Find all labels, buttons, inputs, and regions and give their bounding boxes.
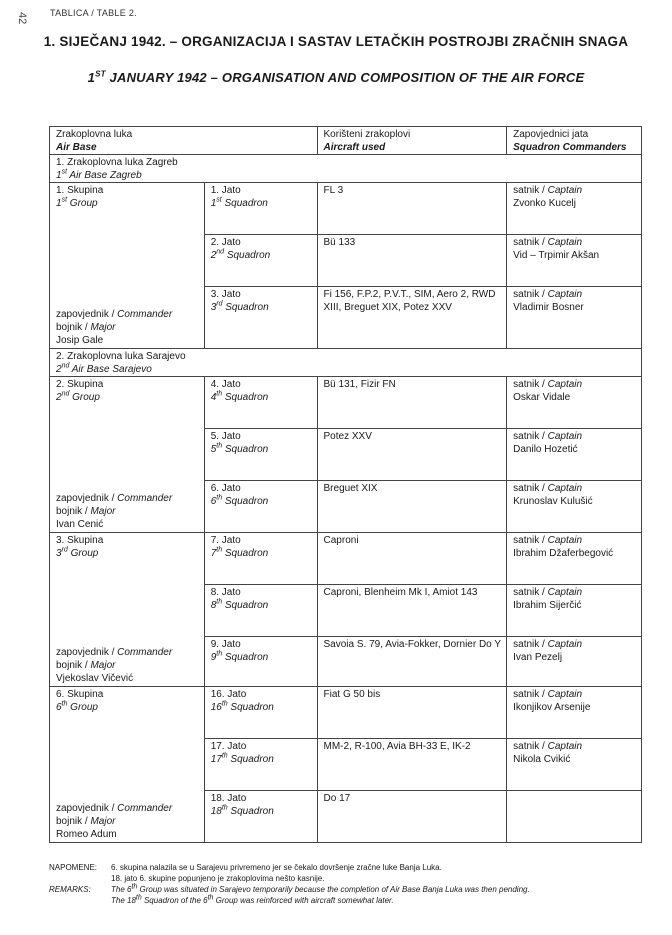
squadron-commander-cell: satnik / Captain Vladimir Bosner [507,287,642,349]
squadron-name-en: 6th Squadron [210,494,269,507]
squadron-name-hr: 6. Jato [210,483,241,494]
group-commander-name: Romeo Adum [56,829,117,840]
header-air-base: Zrakoplovna luka Air Base [50,127,318,155]
note-hr-1: 6. skupina nalazila se u Sarajevu privremeno jer se čekalo dovršenje zračne luke Banja Luka. [111,863,442,872]
squadron-commander-cell: satnik / Captain Ikonjikov Arsenije [507,687,642,739]
air-base-cell [50,155,642,183]
group-name-hr: 6. Skupina [56,689,104,700]
squadron-cell [204,287,317,349]
group-commander: zapovjednik / Commander bojnik / Major Josip Gale [56,309,173,346]
squadron-row [50,533,642,585]
aircraft-cell: Savoia S. 79, Avia-Fokker, Dornier Do Y [317,637,507,687]
group-cell [50,183,205,349]
squadron-commander-name: Oskar Vidale [513,392,571,403]
squadron-cell [204,235,317,287]
squadron-commander-name: Ibrahim Džaferbegović [513,548,614,559]
squadron-name-en: 5th Squadron [210,442,269,455]
squadron-commander-cell: satnik / Captain Nikola Cvikić [507,739,642,791]
organisation-table [49,126,642,843]
title-english: 1ST JANUARY 1942 – ORGANISATION AND COMPOSITION OF THE AIR FORCE [87,69,585,85]
group-commander-name: Ivan Cenić [56,519,104,530]
aircraft-cell: FL 3 [317,183,507,235]
squadron-name-en: 1st Squadron [210,196,268,209]
header-commanders: Zapovjednici jata Squadron Commanders [507,127,642,155]
squadron-commander-name: Krunoslav Kulušić [513,496,593,507]
air-base-row [50,349,642,377]
squadron-commander-cell: satnik / Captain Oskar Vidale [507,377,642,429]
squadron-name-en: 7th Squadron [210,546,269,559]
notes [49,862,649,906]
aircraft-cell: Bü 133 [317,235,507,287]
squadron-commander-cell [507,791,642,843]
aircraft-cell: Caproni [317,533,507,585]
squadron-commander-name: Ikonjikov Arsenije [513,702,591,713]
group-commander-name: Vjekoslav Vičević [56,673,134,684]
squadron-cell [204,585,317,637]
group-name-en: 2nd Group [56,390,100,403]
group-cell [50,533,205,687]
group-name-hr: 2. Skupina [56,379,104,390]
squadron-cell [204,687,317,739]
squadron-commander-name: Vid – Trpimir Akšan [513,250,600,261]
squadron-name-en: 2nd Squadron [210,248,271,261]
squadron-name-en: 16th Squadron [210,700,274,713]
squadron-name-en: 8th Squadron [210,598,269,611]
group-cell [50,687,205,843]
squadron-commander-name: Danilo Hozetić [513,444,578,455]
squadron-cell [204,739,317,791]
squadron-commander-cell: satnik / Captain Ibrahim Džaferbegović [507,533,642,585]
air-base-name-hr: 1. Zrakoplovna luka Zagreb [56,157,178,168]
squadron-commander-cell: satnik / Captain Danilo Hozetić [507,429,642,481]
aircraft-cell: Bü 131, Fizir FN [317,377,507,429]
group-name-en: 1st Group [56,196,98,209]
squadron-cell [204,183,317,235]
page-number: 42 [16,12,28,25]
squadron-row [50,687,642,739]
aircraft-cell: Breguet XIX [317,481,507,533]
air-base-name-en: 2nd Air Base Sarajevo [56,362,152,375]
squadron-name-hr: 18. Jato [210,793,247,804]
squadron-commander-cell: satnik / Captain Ibrahim Sijerčić [507,585,642,637]
group-name-hr: 1. Skupina [56,185,104,196]
squadron-commander-name: Vladimir Bosner [513,302,584,313]
squadron-commander-name: Ibrahim Sijerčić [513,600,582,611]
air-base-name-hr: 2. Zrakoplovna luka Sarajevo [56,351,186,362]
squadron-cell [204,481,317,533]
aircraft-cell: Do 17 [317,791,507,843]
squadron-cell [204,377,317,429]
group-name-hr: 3. Skupina [56,535,104,546]
squadron-row [50,183,642,235]
squadron-commander-cell: satnik / Captain Vid – Trpimir Akšan [507,235,642,287]
group-cell [50,377,205,533]
squadron-name-hr: 8. Jato [210,587,241,598]
squadron-name-hr: 2. Jato [210,237,241,248]
group-commander: zapovjednik / Commander bojnik / Major Romeo Adum [56,803,173,840]
note-en-1: The 6th Group was situated in Sarajevo temporarily because the completion of Air Base Banja Luka was then pending. [111,883,530,894]
squadron-name-hr: 16. Jato [210,689,247,700]
table-label: TABLICA / TABLE 2. [50,8,137,18]
table-header-row [50,127,642,155]
notes-label-en: REMARKS: [49,885,91,894]
squadron-name-hr: 3. Jato [210,289,241,300]
squadron-commander-cell: satnik / Captain Ivan Pezelj [507,637,642,687]
aircraft-cell: Potez XXV [317,429,507,481]
note-hr-2: 18. jato 6. skupine popunjeno je zrakoplovima nešto kasnije. [111,874,325,883]
notes-label-hr: NAPOMENE: [49,863,98,872]
group-name-en: 3rd Group [56,546,99,559]
group-commander: zapovjednik / Commander bojnik / Major Vjekoslav Vičević [56,647,173,684]
squadron-name-hr: 7. Jato [210,535,241,546]
squadron-commander-cell: satnik / Captain Zvonko Kucelj [507,183,642,235]
squadron-commander-name: Ivan Pezelj [513,652,563,663]
squadron-cell [204,791,317,843]
squadron-name-hr: 4. Jato [210,379,241,390]
squadron-row [50,377,642,429]
group-commander: zapovjednik / Commander bojnik / Major Ivan Cenić [56,493,173,530]
header-aircraft: Korišteni zrakoplovi Aircraft used [317,127,507,155]
squadron-name-en: 3rd Squadron [210,300,269,313]
squadron-commander-name: Zvonko Kucelj [513,198,576,209]
squadron-name-en: 18th Squadron [210,804,274,817]
aircraft-cell: Caproni, Blenheim Mk I, Amiot 143 [317,585,507,637]
group-commander-name: Josip Gale [56,335,104,346]
squadron-name-en: 9th Squadron [210,650,269,663]
squadron-name-hr: 17. Jato [210,741,247,752]
squadron-commander-cell: satnik / Captain Krunoslav Kulušić [507,481,642,533]
aircraft-cell: Fi 156, F.P.2, P.V.T., SIM, Aero 2, RWD XIII, Breguet XIX, Potez XXV [317,287,507,349]
squadron-name-en: 4th Squadron [210,390,269,403]
air-base-row [50,155,642,183]
title-croatian: 1. SIJEČANJ 1942. – ORGANIZACIJA I SASTAV LETAČKIH POSTROJBI ZRAČNIH SNAGA [43,34,629,49]
aircraft-cell: MM-2, R-100, Avia BH-33 E, IK-2 [317,739,507,791]
squadron-commander-name: Nikola Cvikić [513,754,571,765]
note-en-2: The 18th Squadron of the 6th Group was reinforced with aircraft somewhat later. [111,894,394,905]
air-base-name-en: 1st Air Base Zagreb [56,168,142,181]
squadron-cell [204,429,317,481]
air-base-cell [50,349,642,377]
aircraft-cell: Fiat G 50 bis [317,687,507,739]
squadron-name-en: 17th Squadron [210,752,274,765]
group-name-en: 6th Group [56,700,98,713]
squadron-name-hr: 1. Jato [210,185,241,196]
squadron-cell [204,637,317,687]
squadron-name-hr: 9. Jato [210,639,241,650]
squadron-name-hr: 5. Jato [210,431,241,442]
squadron-cell [204,533,317,585]
